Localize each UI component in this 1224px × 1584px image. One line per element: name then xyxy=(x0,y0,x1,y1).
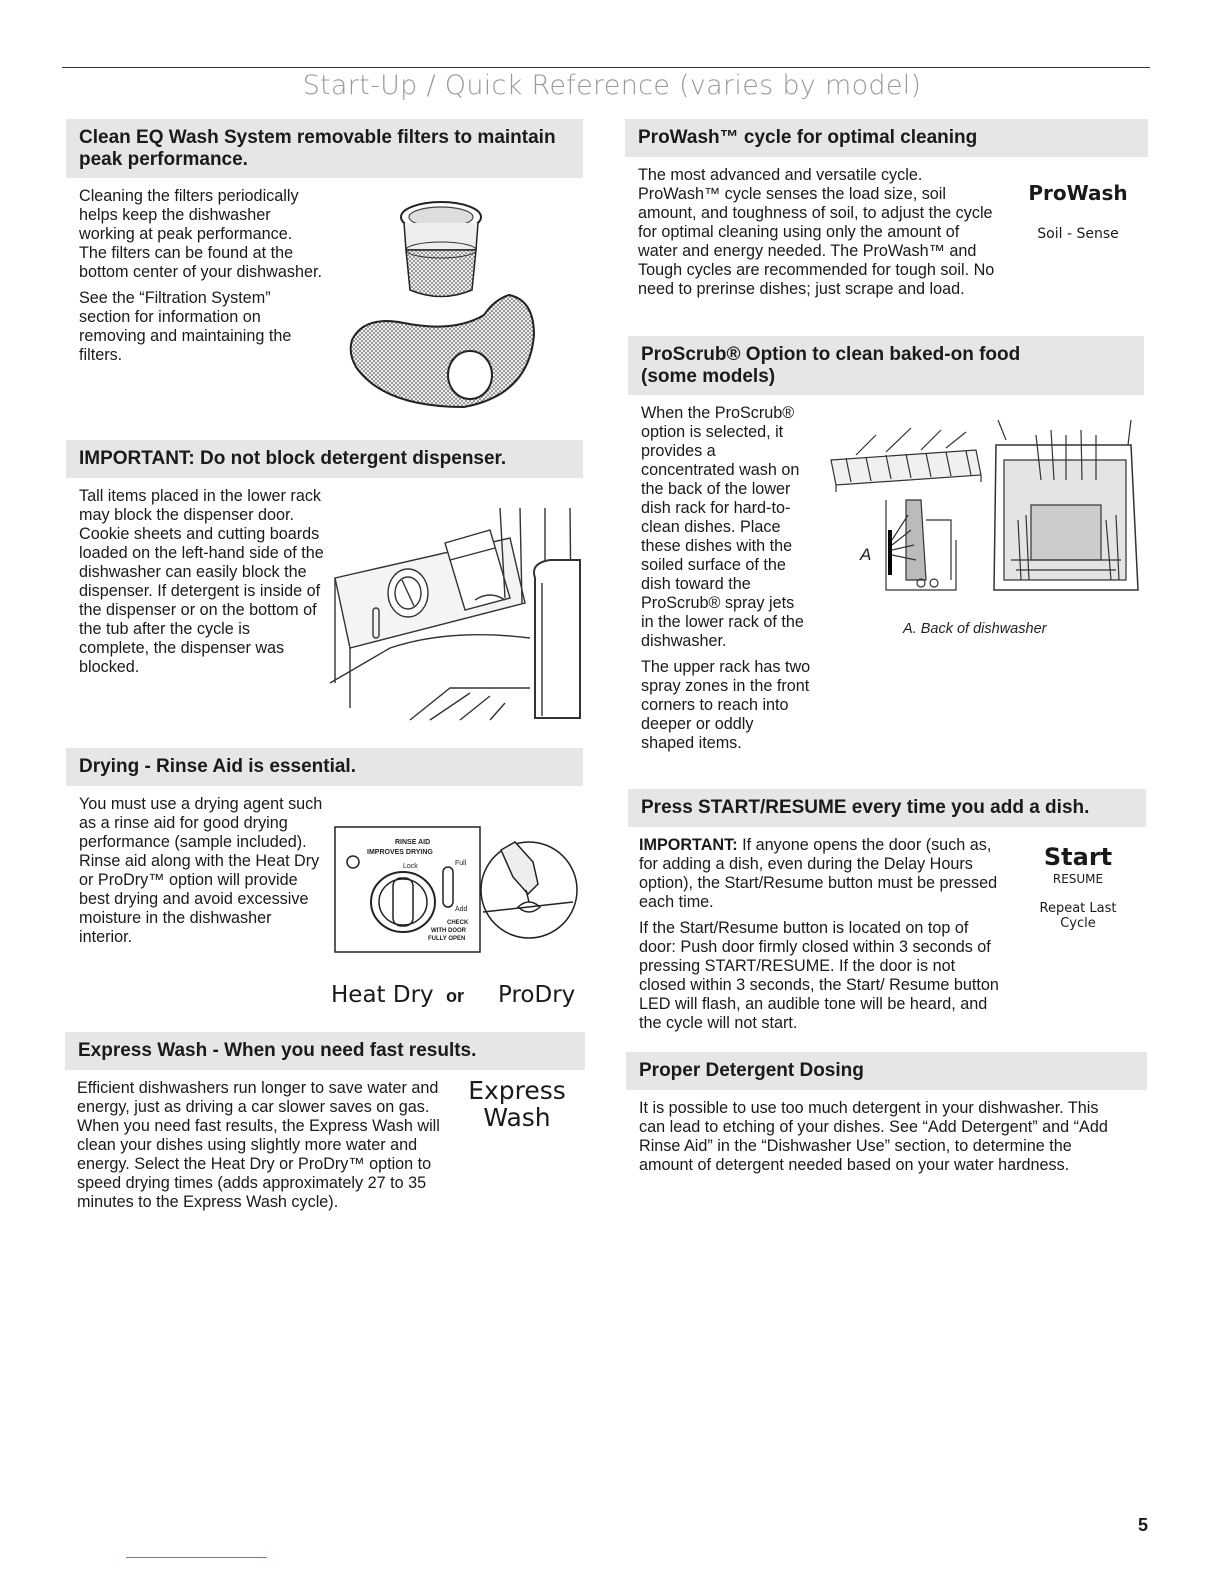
start-logo-repeat-2: Cycle xyxy=(1060,916,1096,931)
option-or-label: or xyxy=(446,986,464,1006)
filter-illustration xyxy=(344,195,539,410)
dispenser-label-1: RINSE AID xyxy=(395,839,431,846)
filters-heading: Clean EQ Wash System removable filters to maintain peak performance. xyxy=(66,119,583,178)
prowash-logo-sub: Soil - Sense xyxy=(1037,226,1119,242)
express-para: Efficient dishwashers run longer to save water and energy, just as driving a car slower saves on gas. When you need fast results, the Express Wash will clean your dishes using slightly more water and energy. Select the Heat Dry or ProDry™ option to speed drying times (adds approximately 27 to 35 minutes to the Express Wash cycle). xyxy=(77,1079,440,1211)
filters-text xyxy=(79,187,324,372)
start-para-1-text: If anyone opens the door (such as, for adding a dish, even during the Delay Hours option), the Start/Resume button must be pressed each time. xyxy=(639,836,998,911)
start-logo-sub: RESUME xyxy=(1052,872,1104,886)
start-important-label: IMPORTANT: xyxy=(639,836,738,854)
header-rule xyxy=(62,67,1150,68)
proscrub-label-a: A xyxy=(860,545,872,564)
express-text xyxy=(77,1079,447,1219)
dispenser-add: Add xyxy=(455,906,468,913)
important-text xyxy=(79,487,324,684)
start-para-2: If the Start/Resume button is located on top of door: Push door firmly closed within 3 seconds of pressing START/RESUME. If the door is not closed within 3 seconds, the Start/ Resume button LED will flash, an audible tone will be heard, and the cycle will not start. xyxy=(639,919,999,1032)
dispenser-lock: Lock xyxy=(403,863,418,870)
prodry-label: ProDry xyxy=(498,982,576,1008)
prowash-logo-title: ProWash xyxy=(1028,181,1128,205)
start-text xyxy=(639,836,1004,1040)
dispenser-label-2: IMPROVES DRYING xyxy=(367,849,433,856)
dispenser-check-1: CHECK xyxy=(447,920,469,926)
start-para-1 xyxy=(639,836,1004,912)
proscrub-caption: A. Back of dishwasher xyxy=(903,621,1047,637)
filters-para-1: Cleaning the filters periodically helps keep the dishwasher working at peak performance. The filters can be found at the bottom center of your dishwasher. xyxy=(79,187,322,281)
proscrub-heading xyxy=(628,336,1144,395)
express-logo-line-2: Wash xyxy=(483,1103,551,1132)
start-logo-repeat-1: Repeat Last xyxy=(1039,901,1117,916)
start-logo-title: Start xyxy=(1043,843,1113,871)
dispenser-check-3: FULLY OPEN xyxy=(428,936,466,942)
start-heading: Press START/RESUME every time you add a dish. xyxy=(628,789,1146,827)
drying-text xyxy=(79,795,324,954)
important-para: Tall items placed in the lower rack may block the dispenser door. Cookie sheets and cutting boards loaded on the left-hand side of the dishwasher can easily block the dispenser. If detergent is inside of the dispenser or on the bottom of the tub after the cycle is complete, the dispenser was blocked. xyxy=(79,487,324,676)
drying-para: You must use a drying agent such as a rinse aid for good drying performance (sample included). Rinse aid along with the Heat Dry or ProDry™ option will provide best drying and avoid excessive moisture in the dishwasher interior. xyxy=(79,795,323,946)
proscrub-illustration xyxy=(826,420,1136,600)
start-logo-repeat xyxy=(1018,901,1138,931)
important-heading: IMPORTANT: Do not block detergent dispenser. xyxy=(66,440,583,478)
dispenser-check-2: WITH DOOR xyxy=(431,928,466,934)
proscrub-para-1: When the ProScrub® option is selected, it provides a concentrated wash on the back of the lower dish rack for hard-to-clean dishes. Place these dishes with the soiled surface of the dish toward the ProScrub® spray jets in the lower rack of the dishwasher. xyxy=(641,404,804,650)
proscrub-heading-line-2: (some models) xyxy=(641,366,776,387)
prowash-heading: ProWash™ cycle for optimal cleaning xyxy=(625,119,1148,157)
footer-link-underline xyxy=(126,1557,267,1558)
filters-para-2: See the “Filtration System” section for information on removing and maintaining the filters. xyxy=(79,289,292,364)
page-title: Start-Up / Quick Reference (varies by model) xyxy=(302,70,922,101)
express-logo-line-1: Express xyxy=(468,1076,566,1105)
page-number: 5 xyxy=(1138,1515,1149,1535)
heat-dry-label: Heat Dry xyxy=(331,982,434,1008)
drying-heading: Drying - Rinse Aid is essential. xyxy=(66,748,583,786)
dispenser-illustration xyxy=(330,508,580,720)
express-wash-logo xyxy=(465,1077,569,1131)
proscrub-para-2: The upper rack has two spray zones in the front corners to reach into deeper or oddly shaped items. xyxy=(641,658,811,752)
express-heading: Express Wash - When you need fast results. xyxy=(65,1032,585,1070)
proscrub-heading-line-1: ProScrub® Option to clean baked-on food xyxy=(641,344,1021,365)
dosing-para: It is possible to use too much detergent in your dishwasher. This can lead to etching of your dishes. See “Add Detergent” and “Add Rinse Aid” in the “Dishwasher Use” section, to determine the amount of detergent needed based on your water hardness. xyxy=(639,1099,1108,1174)
dispenser-full: Full xyxy=(455,860,467,867)
dosing-text xyxy=(639,1099,1129,1182)
prowash-text xyxy=(638,166,996,306)
rinse-aid-dispenser-illustration xyxy=(333,822,579,957)
prowash-para: The most advanced and versatile cycle. ProWash™ cycle senses the load size, soil amount, and toughness of soil, to adjust the cycle for optimal cleaning using only the amount of water and energy needed. The ProWash™ and Tough cycles are recommended for tough soil. No need to prerinse dishes; just scrape and load. xyxy=(638,166,995,298)
dosing-heading: Proper Detergent Dosing xyxy=(626,1052,1147,1090)
proscrub-text xyxy=(641,404,811,760)
